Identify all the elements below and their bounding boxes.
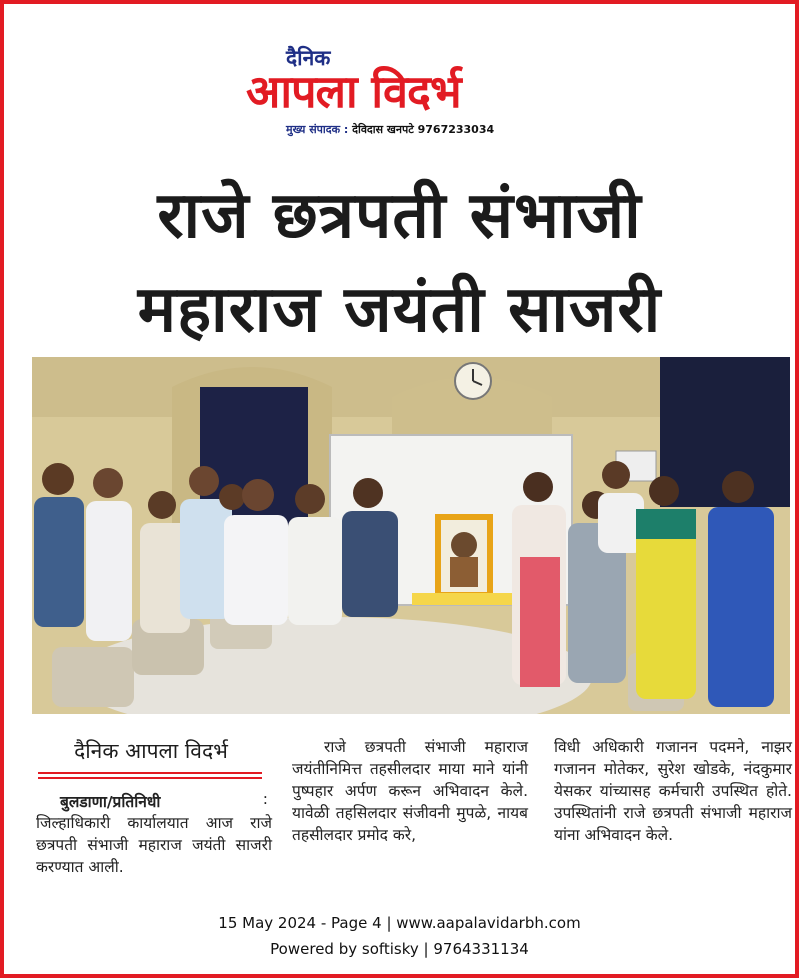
dateline-colon: : — [262, 790, 268, 808]
dateline — [60, 790, 272, 812]
footer-date-page: 15 May 2024 - Page 4 | www.aapalavidarbh.com — [218, 914, 581, 932]
masthead-title: आपला विदर्भ — [246, 65, 461, 118]
editor-name: देविदास खनपटे 9767233034 — [352, 123, 495, 136]
dateline-text: बुलडाणा/प्रतिनिधी — [60, 793, 161, 811]
headline-line-1: राजे छत्रपती संभाजी — [157, 179, 642, 253]
article-column-1: जिल्हाधिकारी कार्यालयात आज राजे छत्रपती संभाजी महाराज जयंती साजरी करण्यात आली. — [36, 814, 272, 876]
article-column-3: विधी अधिकारी गजानन पदमने, नाझर गजानन मोतेकर, सुरेश खोडके, नंदकुमार येसकर यांच्यासह कर्मचारी उपस्थित होते. उपस्थितांनी राजे छत्रपती संभाजी महाराज यांना अभिवादन केले. — [554, 738, 792, 844]
masthead-editor — [286, 122, 494, 137]
group-photo-icon — [32, 357, 790, 714]
masthead — [0, 44, 799, 144]
divider — [38, 777, 262, 779]
article-source: दैनिक आपला विदर्भ — [74, 739, 228, 763]
editor-label: मुख्य संपादक : — [286, 123, 349, 136]
footer-powered-by: Powered by softisky | 9764331134 — [270, 940, 529, 958]
masthead-small-title: दैनिक — [286, 46, 331, 70]
article-column-2: राजे छत्रपती संभाजी महाराज जयंतीनिमित्त तहसीलदार माया माने यांनी पुष्पहार अर्पण करून अभिवादन केले. यावेळी तहसिलदार संजीवनी मुपळे, नायब तहसीलदार प्रमोद करे, — [292, 738, 528, 844]
headline-line-2: महाराज जयंती साजरी — [137, 273, 662, 347]
group-photo — [32, 357, 790, 714]
divider — [38, 772, 262, 774]
